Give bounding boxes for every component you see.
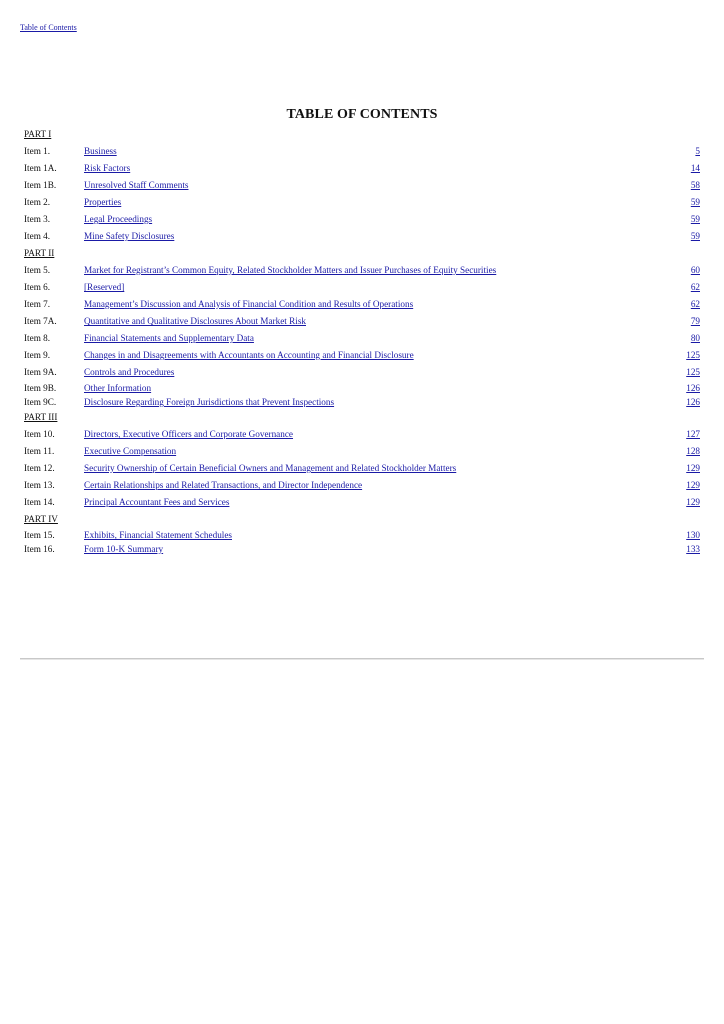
item-number: Item 4. <box>24 231 51 241</box>
item-page-link[interactable]: 80 <box>690 333 700 343</box>
item-number: Item 11. <box>24 446 55 456</box>
item-page-link[interactable]: 60 <box>690 265 700 275</box>
item-page-link[interactable]: 58 <box>690 180 700 190</box>
item-title-link[interactable]: Management’s Discussion and Analysis of Financial Condition and Results of Operations <box>84 299 414 309</box>
item-page-link[interactable]: 62 <box>690 282 700 292</box>
item-title-link[interactable]: Mine Safety Disclosures <box>84 231 175 241</box>
toc-row <box>24 443 700 460</box>
item-number: Item 15. <box>24 530 55 540</box>
item-number: Item 9. <box>24 350 51 360</box>
item-title-link[interactable]: Legal Proceedings <box>84 214 153 224</box>
toc-row <box>24 347 700 364</box>
item-title-link[interactable]: Disclosure Regarding Foreign Jurisdictions that Prevent Inspections <box>84 397 335 407</box>
item-number: Item 7. <box>24 299 51 309</box>
toc-row <box>24 211 700 228</box>
item-page-link[interactable]: 126 <box>686 383 700 393</box>
item-number: Item 1. <box>24 146 51 156</box>
item-title-link[interactable]: Form 10-K Summary <box>84 544 164 554</box>
toc-row <box>24 262 700 279</box>
toc-row <box>24 330 700 347</box>
toc-row <box>24 426 700 443</box>
item-page-link[interactable]: 126 <box>686 397 700 407</box>
item-number: Item 12. <box>24 463 55 473</box>
toc-row <box>24 177 700 194</box>
item-page-link[interactable]: 59 <box>690 214 700 224</box>
item-page-link[interactable]: 129 <box>686 497 700 507</box>
item-page-link[interactable]: 129 <box>686 480 700 490</box>
part-heading: PART II <box>24 248 55 258</box>
item-number: Item 1B. <box>24 180 57 190</box>
item-number: Item 6. <box>24 282 51 292</box>
item-page-link[interactable]: 14 <box>690 163 700 173</box>
item-number: Item 16. <box>24 544 55 554</box>
part-heading: PART III <box>24 412 58 422</box>
item-number: Item 8. <box>24 333 51 343</box>
toc-row <box>24 279 700 296</box>
item-number: Item 5. <box>24 265 51 275</box>
item-page-link[interactable]: 127 <box>686 429 700 439</box>
toc-row <box>24 528 700 542</box>
toc-row <box>24 381 700 395</box>
item-page-link[interactable]: 5 <box>695 146 700 156</box>
item-number: Item 14. <box>24 497 55 507</box>
toc-row <box>24 364 700 381</box>
item-title-link[interactable]: Other Information <box>84 383 152 393</box>
item-title-link[interactable]: Unresolved Staff Comments <box>84 180 189 190</box>
item-page-link[interactable]: 59 <box>690 231 700 241</box>
item-title-link[interactable]: Quantitative and Qualitative Disclosures About Market Risk <box>84 316 306 326</box>
item-number: Item 10. <box>24 429 55 439</box>
toc-row <box>24 228 700 245</box>
item-title-link[interactable]: Security Ownership of Certain Beneficial Owners and Management and Related Stockholder Matters <box>84 463 457 473</box>
item-number: Item 9A. <box>24 367 57 377</box>
item-number: Item 9B. <box>24 383 57 393</box>
item-number: Item 7A. <box>24 316 57 326</box>
toc-row <box>24 296 700 313</box>
item-page-link[interactable]: 130 <box>686 530 700 540</box>
item-title-link[interactable]: Executive Compensation <box>84 446 177 456</box>
toc-row <box>24 143 700 160</box>
item-title-link[interactable]: [Reserved] <box>84 282 125 292</box>
item-number: Item 1A. <box>24 163 57 173</box>
toc-row <box>24 494 700 511</box>
item-page-link[interactable]: 128 <box>686 446 700 456</box>
part-heading: PART I <box>24 129 52 139</box>
part-heading: PART IV <box>24 514 58 524</box>
item-page-link[interactable]: 59 <box>690 197 700 207</box>
item-title-link[interactable]: Exhibits, Financial Statement Schedules <box>84 530 232 540</box>
item-page-link[interactable]: 125 <box>686 350 700 360</box>
item-title-link[interactable]: Principal Accountant Fees and Services <box>84 497 230 507</box>
item-title-link[interactable]: Market for Registrant’s Common Equity, Related Stockholder Matters and Issuer Purchases of Equity Securities <box>84 265 497 275</box>
item-title-link[interactable]: Directors, Executive Officers and Corporate Governance <box>84 429 294 439</box>
item-title-link[interactable]: Financial Statements and Supplementary Data <box>84 333 254 343</box>
item-number: Item 13. <box>24 480 55 490</box>
item-title-link[interactable]: Business <box>84 146 117 156</box>
item-page-link[interactable]: 62 <box>690 299 700 309</box>
toc-row <box>24 460 700 477</box>
item-page-link[interactable]: 125 <box>686 367 700 377</box>
item-title-link[interactable]: Properties <box>84 197 122 207</box>
toc-row <box>24 477 700 494</box>
toc-row <box>24 194 700 211</box>
table-of-contents-link[interactable]: Table of Contents <box>20 23 77 32</box>
item-title-link[interactable]: Risk Factors <box>84 163 131 173</box>
page-divider <box>20 658 704 660</box>
item-title-link[interactable]: Changes in and Disagreements with Accountants on Accounting and Financial Disclosure <box>84 350 414 360</box>
toc-row <box>24 313 700 330</box>
item-title-link[interactable]: Controls and Procedures <box>84 367 175 377</box>
item-number: Item 2. <box>24 197 51 207</box>
toc-row <box>24 542 700 556</box>
toc-row <box>24 395 700 409</box>
item-number: Item 3. <box>24 214 51 224</box>
toc-table <box>24 126 700 556</box>
toc-row <box>24 160 700 177</box>
item-page-link[interactable]: 129 <box>686 463 700 473</box>
page-title: TABLE OF CONTENTS <box>286 107 438 122</box>
item-title-link[interactable]: Certain Relationships and Related Transactions, and Director Independence <box>84 480 363 490</box>
item-page-link[interactable]: 133 <box>686 544 700 554</box>
item-number: Item 9C. <box>24 397 57 407</box>
item-page-link[interactable]: 79 <box>690 316 700 326</box>
